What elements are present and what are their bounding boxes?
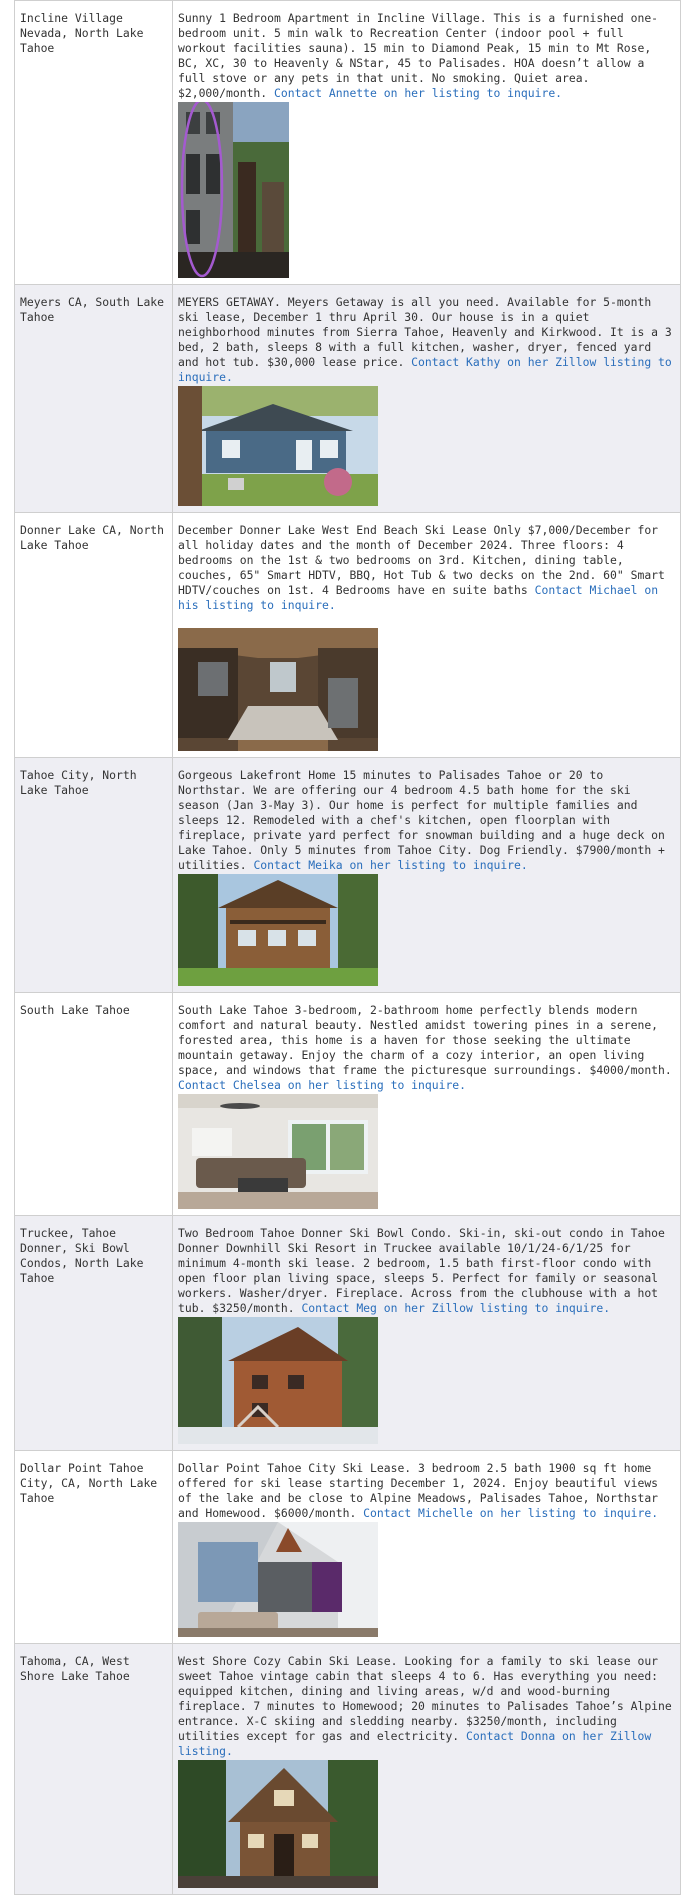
table-row — [15, 1216, 681, 1451]
description-cell — [173, 993, 681, 1216]
description-cell — [173, 1, 681, 285]
description-text: Dollar Point Tahoe City Ski Lease. 3 bedroom 2.5 bath 1900 sq ft home offered for ski lease starting December 1, 2024. Enjoy beautiful views of the lake and be close to Alpine Meadows, Palisades Tahoe, Northstar and Homewood. $6000/month. — [178, 1461, 659, 1520]
vintage-cabin-photo[interactable] — [178, 1760, 378, 1888]
contact-link[interactable]: Contact Meg on her Zillow listing to inquire. — [301, 1301, 611, 1315]
contact-link[interactable]: Contact Michelle on her listing to inquire. — [363, 1506, 659, 1520]
blue-cabin-photo[interactable] — [178, 386, 378, 506]
location-cell — [15, 513, 173, 758]
description-cell — [173, 1451, 681, 1644]
description-text: December Donner Lake West End Beach Ski Lease Only $7,000/December for all holiday dates and the month of December 2024. Three floors: 4 bedrooms on the 1st & two bedrooms on 3rd. Kitchen, dining table, couches, 65" Smart HDTV, BBQ, Hot Tub & two decks on the 2nd. 60" Smart HDTV/couches on 1st. 4 Bedrooms have en suite baths — [178, 523, 665, 597]
table-row — [15, 513, 681, 758]
contact-link[interactable]: Contact Annette on her listing to inquire. — [274, 86, 563, 100]
table-row — [15, 758, 681, 993]
description-cell — [173, 1644, 681, 1895]
location-text: Meyers CA, South Lake Tahoe — [20, 295, 165, 324]
contact-link[interactable]: Contact Michael on his listing to inquire. — [178, 583, 659, 612]
ski-lease-listings-table — [14, 0, 681, 1895]
location-text: Tahoma, CA, West Shore Lake Tahoe — [20, 1654, 130, 1683]
contact-link[interactable]: Contact Meika on her listing to inquire. — [253, 858, 528, 872]
location-cell — [15, 758, 173, 993]
description-text: MEYERS GETAWAY. Meyers Getaway is all you need. Available for 5-month ski lease, December 1 thru April 30. Our house is in a quiet neighborhood minutes from Sierra Tahoe, Heavenly and Kirkwood. It is a 3 bed, 2 bath, sleeps 8 with a full kitchen, washer, dryer, fenced yard and hot tub. $30,000 lease price. — [178, 295, 672, 369]
location-text: Truckee, Tahoe Donner, Ski Bowl Condos, North Lake Tahoe — [20, 1226, 144, 1285]
location-cell — [15, 1644, 173, 1895]
apartment-building-photo[interactable] — [178, 102, 289, 278]
description-text: Two Bedroom Tahoe Donner Ski Bowl Condo. Ski-in, ski-out condo in Tahoe Donner Downhill Ski Resort in Truckee available 10/1/24-6/1/25 for minimum 4-month ski lease. 2 bedroom, 1.5 bath first-floor condo with open floor plan living space, sleeps 5. Perfect for family or seasonal workers. Washer/dryer. Fireplace. Across from the clubhouse with a hot tub. $3250/month. — [178, 1226, 665, 1315]
lakefront-home-photo[interactable] — [178, 874, 378, 986]
description-text: Gorgeous Lakefront Home 15 minutes to Palisades Tahoe or 20 to Northstar. We are offering our 4 bedroom 4.5 bath home for the ski season (Jan 3-May 3). Our home is perfect for multiple families and sleeps 12. Remodeled with a chef's kitchen, open floorplan with fireplace, private yard perfect for snowman building and a huge deck on Lake Tahoe. Only 5 minutes from Tahoe City. Dog Friendly. $7900/month + utilities. — [178, 768, 665, 872]
description-cell — [173, 758, 681, 993]
a-frame-interior-photo[interactable] — [178, 1522, 378, 1637]
kitchen-photo[interactable] — [178, 628, 378, 751]
description-text: South Lake Tahoe 3-bedroom, 2-bathroom home perfectly blends modern comfort and natural beauty. Nestled amidst towering pines in a serene, forested area, this home is a haven for those seeking the ultimate mountain getaway. Enjoy the charm of a cozy interior, an open living space, and windows that frame the picturesque surroundings. $4000/month. — [178, 1003, 672, 1077]
location-cell — [15, 1, 173, 285]
contact-link[interactable]: Contact Kathy on her Zillow listing to inquire. — [178, 355, 672, 384]
location-cell — [15, 1216, 173, 1451]
table-row — [15, 1, 681, 285]
location-cell — [15, 993, 173, 1216]
location-text: Dollar Point Tahoe City, CA, North Lake Tahoe — [20, 1461, 158, 1505]
location-text: Incline Village Nevada, North Lake Tahoe — [20, 11, 144, 55]
description-text: Sunny 1 Bedroom Apartment in Incline Village. This is a furnished one-bedroom unit. 5 min walk to Recreation Center (indoor pool + full workout facilities sauna). 15 min to Diamond Peak, 15 min to Mt Rose, BC, XC, 30 to Heavenly & NStar, 45 to Palisades. HOA doesn’t allow a full stove or any pets in that unit. No smoking. Quiet area. $2,000/month. — [178, 11, 659, 100]
contact-link[interactable]: Contact Donna on her Zillow listing. — [178, 1729, 652, 1758]
location-cell — [15, 285, 173, 513]
table-row — [15, 993, 681, 1216]
living-room-photo[interactable] — [178, 1094, 378, 1209]
description-cell — [173, 513, 681, 758]
description-cell — [173, 285, 681, 513]
location-text: Donner Lake CA, North Lake Tahoe — [20, 523, 165, 552]
table-row — [15, 1451, 681, 1644]
description-cell — [173, 1216, 681, 1451]
contact-link[interactable]: Contact Chelsea on her listing to inquire. — [178, 1078, 467, 1092]
condo-building-photo[interactable] — [178, 1317, 378, 1444]
location-text: Tahoe City, North Lake Tahoe — [20, 768, 137, 797]
location-cell — [15, 1451, 173, 1644]
description-text: West Shore Cozy Cabin Ski Lease. Looking for a family to ski lease our sweet Tahoe vintage cabin that sleeps 4 to 6. Has everything you need: equipped kitchen, dining and living areas, w/d and wood-burning fireplace. 7 minutes to Homewood; 20 minutes to Palisades Tahoe’s Alpine entrance. X-C skiing and sledding nearby. $3250/month, including utilities except for gas and electricity. — [178, 1654, 672, 1743]
table-row — [15, 1644, 681, 1895]
location-text: South Lake Tahoe — [20, 1003, 130, 1017]
table-row — [15, 285, 681, 513]
